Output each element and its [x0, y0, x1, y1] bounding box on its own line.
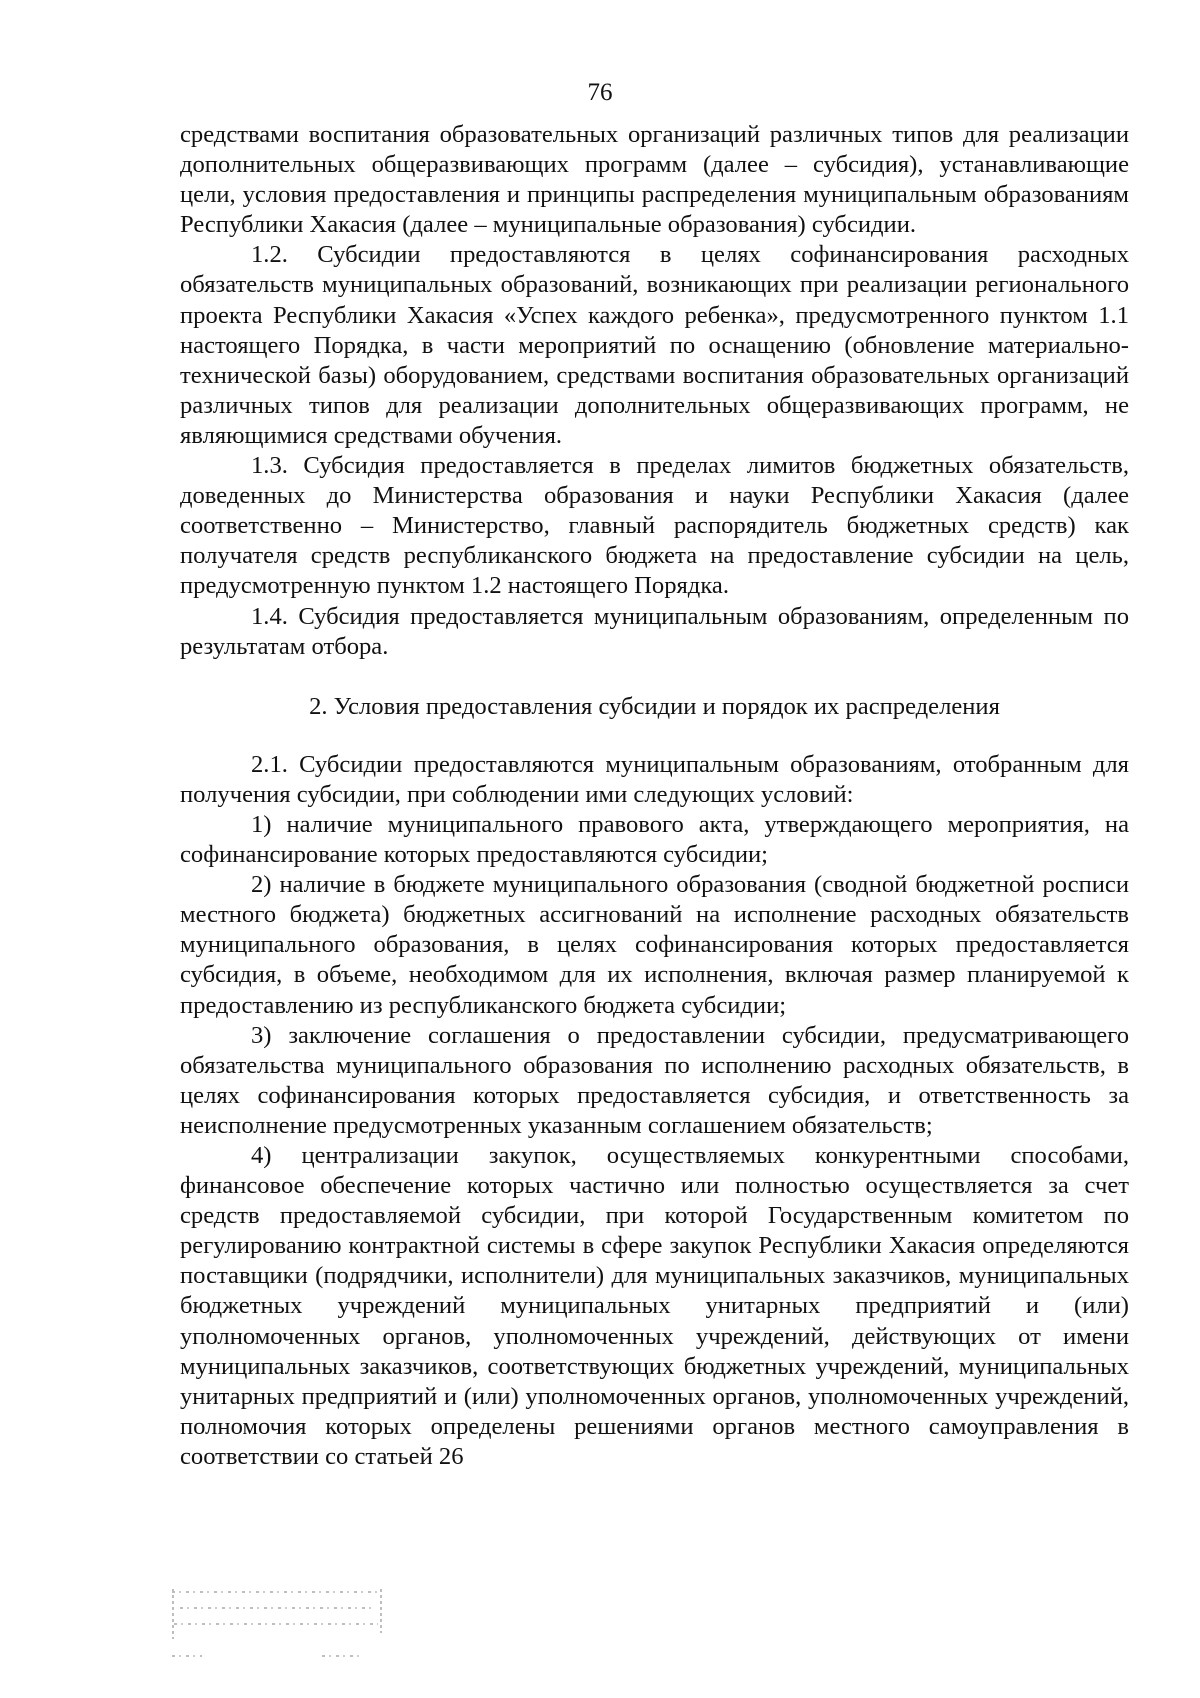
paragraph-1-3: 1.3. Субсидия предоставляется в пределах лимитов бюджетных обязательств, доведенных до Министерства образования и науки Республики Хакасия (далее соответственно – Министерство, главный распорядитель бюджетных средств) как получателя средств республиканского бюджета на предоставление субсидии на цель, предусмотренную пунктом 1.2 настоящего Порядка.: [180, 452, 1129, 600]
condition-item-1: 1) наличие муниципального правового акта, утверждающего мероприятия, на софинансирование которых предоставляются субсидии;: [180, 810, 1129, 869]
paragraph-2-1: 2.1. Субсидии предоставляются муниципальным образованиям, отобранным для получения субсидии, при соблюдении ими следующих условий:: [180, 750, 1129, 808]
section-heading: 2. Условия предоставления субсидии и порядок их распределения: [309, 692, 1000, 720]
condition-item-2: 2) наличие в бюджете муниципального образования (сводной бюджетной росписи местного бюджета) бюджетных ассигнований на исполнение расходных обязательств муниципального образования, в целях софинансирования которых предоставляется субсидия, в объеме, необходимом для их исполнения, включая размер планируемой к предоставлению из республиканского бюджета субсидии;: [180, 871, 1129, 1019]
document-body: [180, 120, 1129, 1472]
paragraph-1-2: 1.2. Субсидии предоставляются в целях софинансирования расходных обязательств муниципальных образований, возникающих при реализации регионального проекта Республики Хакасия «Успех каждого ребенка», предусмотренного пунктом 1.1 настоящего Порядка, в части мероприятий по оснащению (обновление материально-технической базы) оборудованием, средствами воспитания образовательных организаций различных типов для реализации дополнительных общеразвивающих программ, не являющимися средствами обучения.: [180, 241, 1129, 449]
paragraph-1-4: 1.4. Субсидия предоставляется муниципальным образованиям, определенным по результатам отбора.: [180, 602, 1129, 660]
faint-stamp-icon: [172, 1585, 390, 1665]
paragraph-continuation: средствами воспитания образовательных организаций различных типов для реализации дополнительных общеразвивающих программ (далее – субсидия), устанавливающие цели, условия предоставления и принципы распределения муниципальным образованиям Республики Хакасия (далее – муниципальные образования) субсидии.: [180, 121, 1129, 239]
page-number: 76: [587, 79, 613, 106]
condition-item-3: 3) заключение соглашения о предоставлении субсидии, предусматривающего обязательства муниципального образования по исполнению расходных обязательств, в целях софинансирования которых предоставляется субсидия, и ответственность за неисполнение предусмотренных указанным соглашением обязательств;: [180, 1021, 1129, 1139]
condition-item-4: 4) централизации закупок, осуществляемых конкурентными способами, финансовое обеспечение которых частично или полностью осуществляется за счет средств предоставляемой субсидии, при которой Государственным комитетом по регулированию контрактной системы в сфере закупок Республики Хакасия определяются поставщики (подрядчики, исполнители) для муниципальных заказчиков, муниципальных бюджетных учреждений муниципальных унитарных предприятий и (или) уполномоченных органов, уполномоченных учреждений, действующих от имени муниципальных заказчиков, соответствующих бюджетных учреждений, муниципальных унитарных предприятий и (или) уполномоченных органов, уполномоченных учреждений, полномочия которых определены решениями органов местного самоуправления в соответствии со статьей 26: [180, 1142, 1129, 1470]
